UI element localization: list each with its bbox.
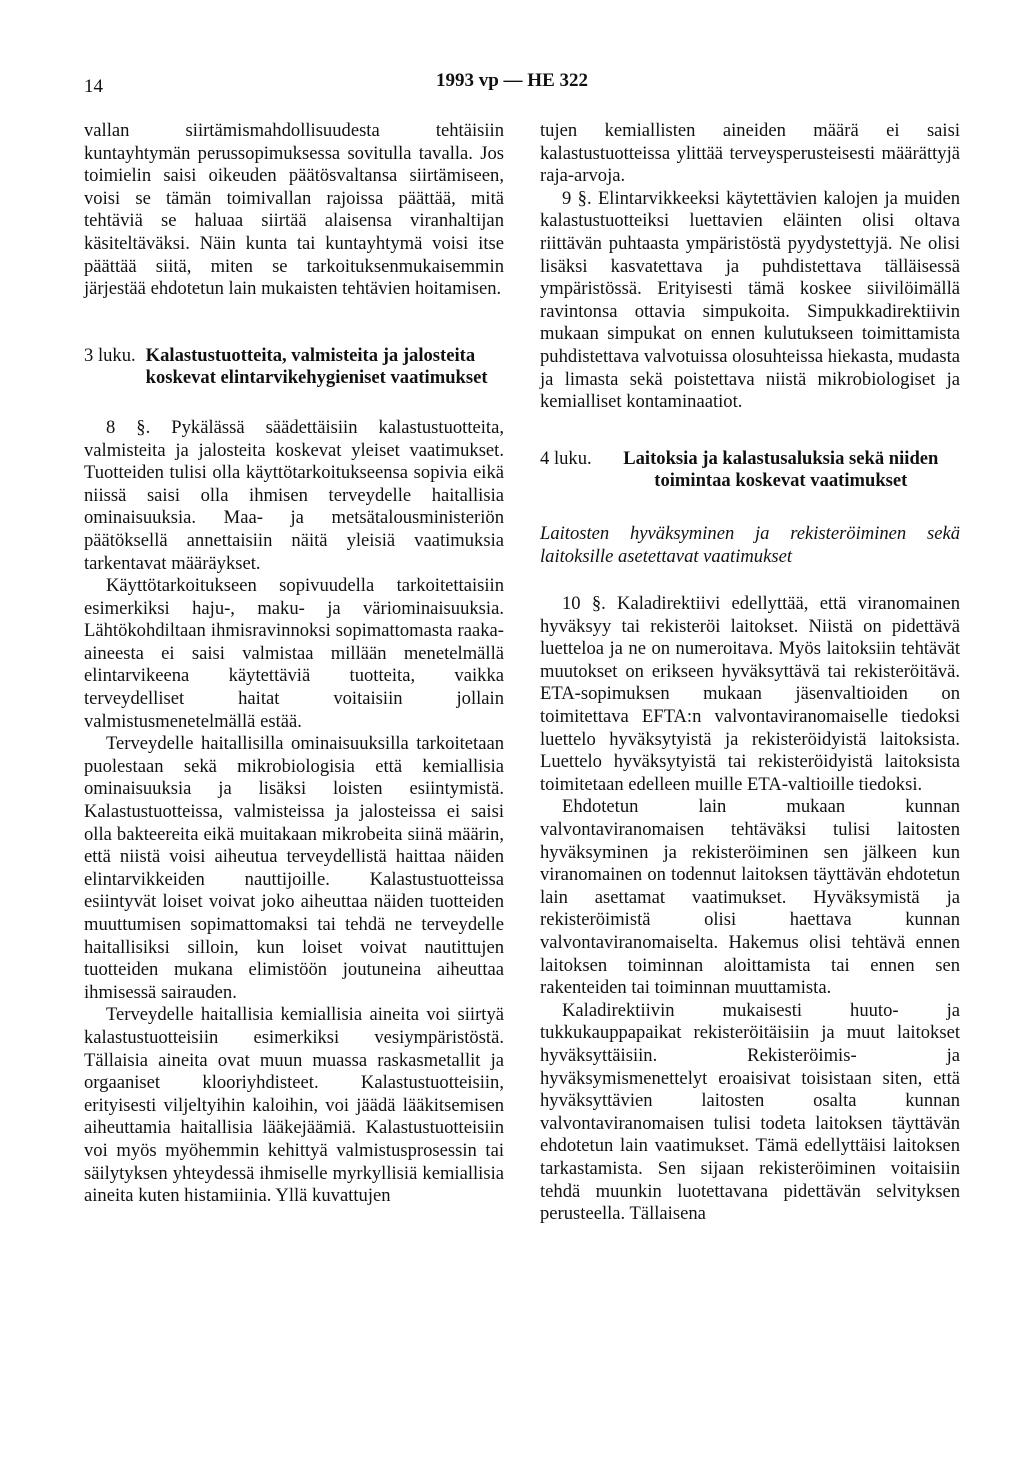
paragraph-section-8: 8 §. Pykälässä säädettäisiin kalastustuotteita, valmisteita ja jalosteita koskevat yleiset vaatimukset. Tuotteiden tulisi olla käyttötarkoitukseensa sopivia eikä niissä saisi olla ihmisen terveydelle haitallisia ominaisuuksia. Maa- ja metsätalousministeriön päätöksellä annettaisiin näitä yleisiä vaatimuksia tarkentavat määräykset.: [84, 416, 504, 574]
chapter-4-number: 4 luku.: [540, 447, 592, 469]
paragraph-ehdotetun: Ehdotetun lain mukaan kunnan valvontaviranomaisen tehtäväksi tulisi laitosten hyväksyminen ja rekisteröiminen sen jälkeen kun viranomainen on todennut laitoksen täyttävän ehdotetun lain asettamat vaatimukset. Hyväksymistä ja rekisteröimistä olisi haettava kunnan valvontaviranomaiselta. Hakemus olisi tehtävä ennen laitoksen toiminnan aloittamista tai ennen sen rakenteiden tai toiminnan muuttamista.: [540, 796, 960, 999]
subheading-laitosten: Laitosten hyväksyminen ja rekisteröiminen sekä laitoksille asetettavat vaatimukset: [540, 522, 960, 567]
left-column: [84, 120, 504, 1208]
paragraph-kayttotarkoitus: Käyttötarkoitukseen sopivuudella tarkoitettaisiin esimerkiksi haju-, maku- ja väriominaisuuksia. Lähtökohdiltaan ihmisravinnoksi sopimattomasta raaka-aineesta ei saisi valmistaa millään menetelmällä elintarvikeena käytettäviä tuotteita, vaikka terveydelliset haitat voitaisiin jollain valmistusmenetelmällä estää.: [84, 575, 504, 732]
chapter-3-title: Kalastustuotteita, valmisteita ja jalosteita koskevat elintarvikehygieniset vaatimukset: [145, 344, 488, 389]
chapter-4-heading: [540, 448, 960, 493]
chapter-3-number: 3 luku.: [84, 344, 136, 366]
page-number: 14: [84, 76, 103, 97]
chapter-4-title: Laitoksia ja kalastusaluksia sekä niiden toimintaa koskevat vaatimukset: [623, 447, 939, 492]
paragraph-kemiallisia: Terveydelle haitallisia kemiallisia aineita voi siirtyä kalastustuotteisiin esimerkiksi vesiympäristöstä. Tällaisia aineita ovat muun muassa raskasmetallit ja orgaaniset klooriyhdisteet. Kalastustuotteisiin, erityisesti viljeltyihin kaloihin, voi jäädä lääkitsemisen aiheuttamia haitallisia lääkejäämiä. Kalastustuotteisiin voi myös myöhemmin kehittyä valmistusprosessin tai säilytyksen yhteydessä ihmiselle myrkyllisiä kemiallisia aineita kuten histamiinia. Yllä kuvattujen: [84, 1004, 504, 1207]
paragraph-intro: vallan siirtämismahdollisuudesta tehtäisiin kuntayhtymän perussopimuksessa sovitulla tavalla. Jos toimielin saisi oikeuden päätösvaltansa siirtämiseen, voisi se tämän toimivallan rajoissa päättää, mitä tehtäviä se haluaa siirtää alaisensa viranhaltijan käsiteltäväksi. Näin kunta tai kuntayhtymä voisi itse päättää siitä, miten se tarkoituksenmukaisemmin järjestää ehdotetun lain mukaisten tehtävien hoitamisen.: [84, 120, 504, 300]
chapter-3-heading: [84, 345, 504, 390]
running-head: 1993 vp — HE 322: [435, 70, 589, 91]
paragraph-haitallisilla: Terveydelle haitallisilla ominaisuuksilla tarkoitetaan puolestaan sekä mikrobiologisia että kemiallisia ominaisuuksia ja lisäksi loisten esiintymistä. Kalastustuotteissa, valmisteissa ja jalosteissa ei saisi olla bakteereita eikä muitakaan mikrobeita siinä määrin, että niistä voisi aiheutua terveydellistä haittaa näiden elintarvikkeiden nauttijoille. Kalastustuotteissa esiintyvät loiset voivat joko aiheuttaa näiden tuotteiden muuttumisen sopimattomaksi tai tehdä ne terveydelle haitallisiksi silloin, kun loiset voivat nautittujen tuotteiden mukana elimistöön joutuneina aiheuttaa ihmisessä sairauden.: [84, 733, 504, 1003]
right-column: [540, 120, 960, 1226]
paragraph-section-9: 9 §. Elintarvikkeeksi käytettävien kalojen ja muiden kalastustuotteiksi luettavien eläinten olisi oltava riittävän puhtaasta ympäristöstä pyydystettyjä. Ne olisi lisäksi kasvatettava ja puhdistettava tälläisessä ympäristössä. Erityisesti tämä koskee siivilöimällä ravintonsa ottavia simpukoita. Simpukkadirektiivin mukaan simpukat on ennen kulutukseen toimittamista puhdistettava valvotuissa olosuhteissa hiekasta, mudasta ja limasta sekä poistettava niistä mikrobiologiset ja kemialliset kontaminaatiot.: [540, 187, 960, 413]
paragraph-section-10: 10 §. Kaladirektiivi edellyttää, että viranomainen hyväksyy tai rekisteröi laitokset. Niistä on pidettävä luetteloa ja ne on numeroitava. Myös laitoksiin tehtävät muutokset on erikseen hyväksyttävä tai rekisteröitävä. ETA-sopimuksen mukaan jäsenvaltioiden on toimitettava EFTA:n valvontaviranomaiselle tiedoksi luettelo hyväksytyistä ja rekisteröidyistä laitoksista. Luettelo hyväksytyistä tai rekisteröidyistä laitoksista toimitetaan edelleen muille ETA-valtioille tiedoksi.: [540, 593, 960, 795]
paragraph-kaladirektiivin: Kaladirektiivin mukaisesti huuto- ja tukkukauppapaikat rekisteröitäisiin ja muut laitokset hyväksyttäisiin. Rekisteröimis- ja hyväksymismenettelyt eroaisivat toisistaan siten, että hyväksyttävien laitosten osalta kunnan valvontaviranomaisen tulisi todeta laitoksen täyttävän ehdotetun lain vaatimukset. Tämä edellyttäisi laitoksen tarkastamista. Sen sijaan rekisteröiminen voitaisiin tehdä muunkin luotettavana pidettävän selvityksen perusteella. Tällaisena: [540, 999, 960, 1225]
paragraph-continuation: tujen kemiallisten aineiden määrä ei saisi kalastustuotteissa ylittää terveysperusteisesti määrättyjä raja-arvoja.: [540, 120, 960, 187]
